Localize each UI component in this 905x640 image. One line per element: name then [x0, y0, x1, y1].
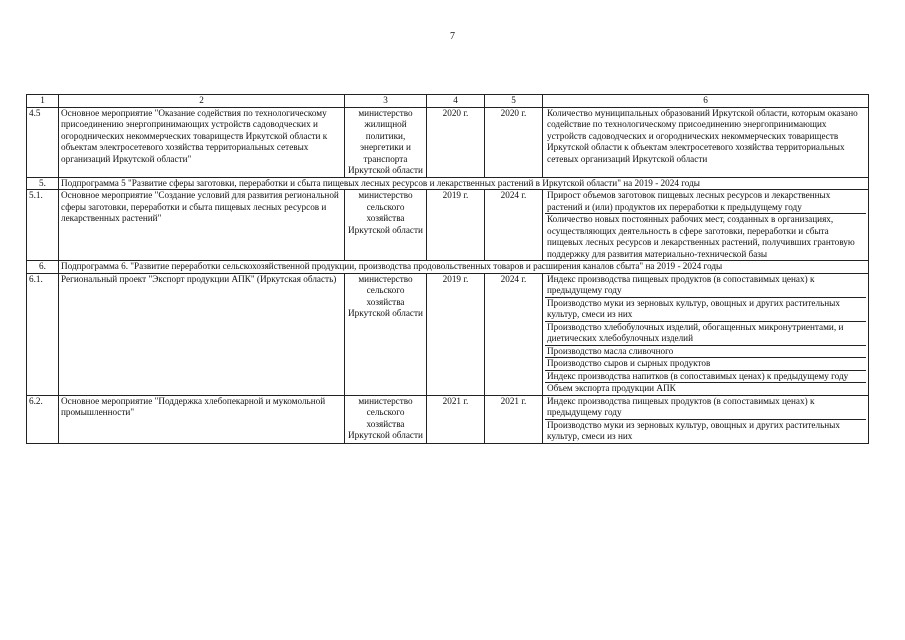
indicators-cell — [543, 395, 869, 443]
activity-name: Основное мероприятие "Поддержка хлебопекарной и мукомольной промышленности" — [59, 395, 345, 443]
indicator: Производство масла сливочного — [545, 346, 866, 359]
indicator: Производство муки из зерновых культур, овощных и других растительных культур, смеси из них — [547, 419, 840, 441]
start-year: 2020 г. — [427, 107, 485, 177]
indicators-cell — [543, 273, 869, 395]
row-number: 5.1. — [27, 190, 59, 261]
start-year: 2021 г. — [427, 395, 485, 443]
start-year: 2019 г. — [427, 273, 485, 395]
row-number: 6.1. — [27, 273, 59, 395]
header-row — [27, 95, 869, 108]
header-cell: 5 — [485, 95, 543, 108]
activity-name: Основное мероприятие "Создание условий для развития региональной сферы заготовки, переработки и сбыта пищевых лесных ресурсов и лекарственных растений" — [59, 190, 345, 261]
indicator: Объем экспорта продукции АПК — [547, 383, 676, 393]
executor: министерство сельского хозяйства Иркутской области — [345, 395, 427, 443]
indicators-cell — [543, 190, 869, 261]
page-number: 7 — [450, 31, 455, 42]
executor: министерство сельского хозяйства Иркутской области — [345, 190, 427, 261]
section-row — [27, 177, 869, 190]
indicator: Прирост объемов заготовок пищевых лесных ресурсов и лекарственных растений и (или) продуктов их переработки к предыдущему году — [545, 190, 866, 214]
indicator: Количество муниципальных образований Иркутской области, которым оказано содействие по технологическому присоединению энергопринимающих устройств садоводческих и огороднических некоммерческих товариществ Иркутской области к объектам электросетевого хозяйства территориальных сетевых организаций Иркутской области — [547, 107, 858, 164]
table-row — [27, 190, 869, 261]
end-year: 2020 г. — [485, 107, 543, 177]
row-number: 6.2. — [27, 395, 59, 443]
header-cell: 3 — [345, 95, 427, 108]
activity-name: Основное мероприятие "Оказание содействия по технологическому присоединению энергопринимающих устройств садоводческих и огороднических некоммерческих товариществ Иркутской области к объектам электросетевого хозяйства территориальных сетевых организаций Иркутской области" — [59, 107, 345, 177]
start-year: 2019 г. — [427, 190, 485, 261]
header-cell: 2 — [59, 95, 345, 108]
indicator: Производство сыров и сырных продуктов — [545, 358, 866, 371]
indicator: Производство муки из зерновых культур, овощных и других растительных культур, смеси из них — [545, 298, 866, 322]
indicator: Индекс производства пищевых продуктов (в сопоставимых ценах) к предыдущему году — [545, 396, 866, 420]
table-row — [27, 273, 869, 395]
end-year: 2024 г. — [485, 190, 543, 261]
row-number: 4.5 — [27, 107, 59, 177]
activity-name: Региональный проект "Экспорт продукции АПК" (Иркутская область) — [59, 273, 345, 395]
executor: министерство жилищной политики, энергетики и транспорта Иркутской области — [345, 107, 427, 177]
indicators-cell — [543, 107, 869, 177]
end-year: 2024 г. — [485, 273, 543, 395]
section-number: 5. — [27, 177, 59, 190]
indicator: Производство хлебобулочных изделий, обогащенных микронутриентами, и диетических хлебобулочных изделий — [545, 322, 866, 346]
header-cell: 6 — [543, 95, 869, 108]
program-table — [26, 94, 869, 444]
header-cell: 4 — [427, 95, 485, 108]
indicator: Количество новых постоянных рабочих мест, созданных в организациях, осуществляющих деятельность в сфере заготовки, переработки и сбыта пищевых лесных ресурсов и лекарственных растений, получивших грантовую поддержку для развития материально-технической базы — [547, 214, 855, 259]
indicator: Индекс производства напитков (в сопоставимых ценах) к предыдущему году — [545, 371, 866, 384]
table-row — [27, 395, 869, 443]
executor: министерство сельского хозяйства Иркутской области — [345, 273, 427, 395]
indicator: Индекс производства пищевых продуктов (в сопоставимых ценах) к предыдущему году — [545, 274, 866, 298]
header-cell: 1 — [27, 95, 59, 108]
section-title: Подпрограмма 6. "Развитие переработки сельскохозяйственной продукции, производства продовольственных товаров и расширения каналов сбыта" на 2019 - 2024 годы — [59, 261, 869, 274]
section-row — [27, 261, 869, 274]
section-title: Подпрограмма 5 "Развитие сферы заготовки, переработки и сбыта пищевых лесных ресурсов и лекарственных растений в Иркутской области" на 2019 - 2024 годы — [59, 177, 869, 190]
section-number: 6. — [27, 261, 59, 274]
end-year: 2021 г. — [485, 395, 543, 443]
table-row — [27, 107, 869, 177]
